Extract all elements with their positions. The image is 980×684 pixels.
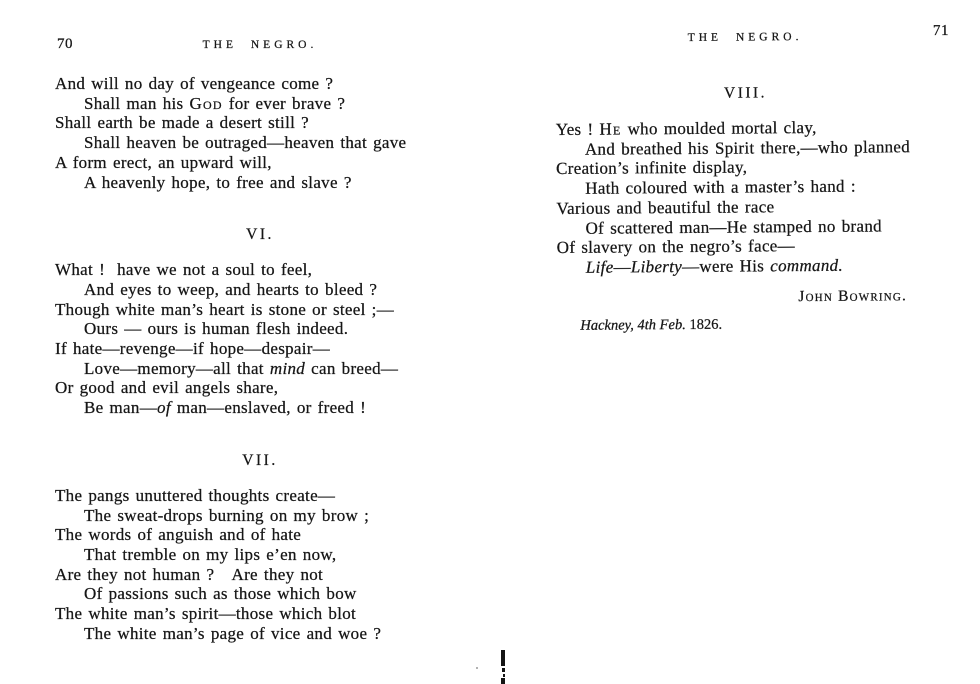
dateline: Hackney, 4th Feb. 1826. (580, 316, 723, 334)
author-signature: John Bowring. (798, 286, 908, 305)
poem-line: Shall man his God for ever brave ? (84, 93, 346, 113)
poem-line: Of slavery on the negro’s face— (556, 236, 795, 258)
binding-ink-mark (503, 674, 505, 677)
scan-speck (476, 667, 478, 669)
poem-line: Shall heaven be outraged—heaven that gave (84, 133, 407, 153)
poem-line: Yes ! He who moulded mortal clay, (555, 117, 817, 139)
poem-line: The pangs unuttered thoughts create— (55, 485, 336, 505)
stanza-heading: VI. (246, 226, 274, 244)
stanza (55, 486, 465, 644)
poem-line: A form erect, an upward will, (55, 152, 272, 172)
poem-line: A heavenly hope, to free and slave ? (84, 172, 352, 192)
poem-line: That tremble on my lips e’en now, (84, 544, 337, 564)
poem-line: Love—memory—all that mind can breed— (84, 358, 399, 378)
page-71 (555, 22, 950, 335)
poem-line: Though white man’s heart is stone or steel ;— (55, 299, 394, 319)
poem-right (555, 83, 936, 278)
poem-line: Life—Liberty—were His command. (585, 255, 844, 277)
page-number-right: 71 (932, 22, 950, 40)
poem-line: Various and beautiful the race (556, 197, 775, 218)
poem-left (55, 74, 465, 643)
stanza (55, 74, 465, 192)
poem-line: Or good and evil angels share, (55, 378, 279, 398)
poem-line: Creation’s infinite display, (556, 157, 748, 179)
running-title-right: THE NEGRO. (687, 31, 803, 44)
page-number-left: 70 (57, 36, 73, 52)
poem-line: The sweat-drops burning on my brow ; (84, 505, 370, 525)
poem-line: What ! have we not a soul to feel, (55, 260, 313, 280)
stanza-heading: VIII. (723, 84, 768, 102)
poem-line: The white man’s page of vice and woe ? (84, 623, 382, 643)
stanza (55, 260, 465, 418)
stanza-heading: VII. (242, 451, 278, 469)
poem-line: Of passions such as those which bow (84, 584, 357, 604)
page-70 (55, 36, 465, 643)
poem-line: And breathed his Spirit there,—who planned (584, 136, 911, 159)
running-title-left: THE NEGRO. (202, 39, 318, 51)
poem-line: Shall earth be made a desert still ? (55, 113, 310, 133)
binding-ink-mark (501, 678, 505, 684)
poem-line: The words of anguish and of hate (55, 525, 302, 545)
poem-line: The white man’s spirit—those which blot (55, 604, 357, 624)
binding-ink-mark (502, 668, 505, 672)
binding-ink-mark (501, 650, 505, 666)
poem-line: Are they not human ? Are they not (55, 564, 324, 584)
stanza (556, 117, 937, 278)
poem-line: If hate—revenge—if hope—despair— (55, 339, 331, 359)
page-header-left (55, 36, 465, 58)
poem-line: Be man—of man—enslaved, or freed ! (84, 398, 367, 418)
poem-line: And eyes to weep, and hearts to bleed ? (84, 279, 378, 299)
poem-line: Ours — ours is human flesh indeed. (84, 319, 349, 339)
page-header-right (555, 22, 950, 52)
poem-line: Hath coloured with a master’s hand : (585, 176, 856, 198)
poem-line: And will no day of vengeance come ? (55, 74, 334, 93)
poem-line: Of scattered man—He stamped no brand (585, 215, 882, 238)
